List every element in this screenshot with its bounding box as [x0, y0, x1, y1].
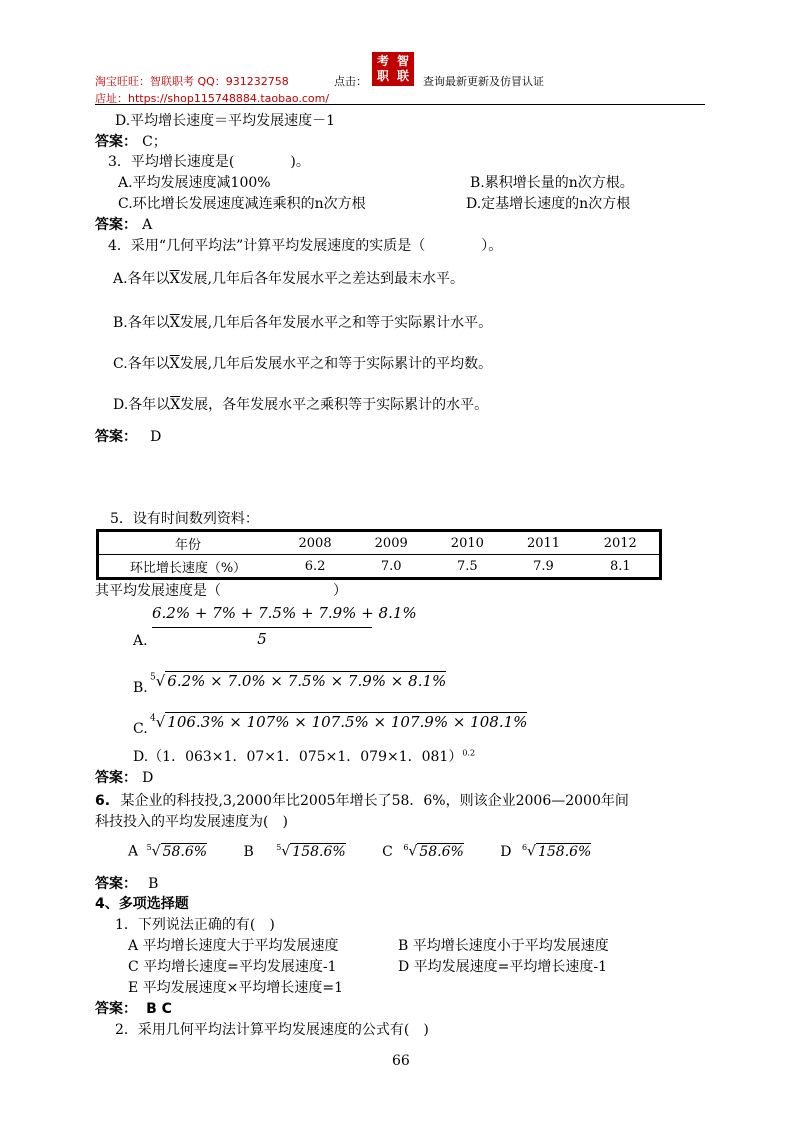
answer-label: 答案：	[95, 134, 137, 150]
q4-option-c	[113, 353, 492, 373]
q3-option-a: A.平均发展速度减100%	[118, 175, 271, 191]
radicand: 158.6%	[292, 843, 346, 860]
option-label: C	[382, 843, 393, 860]
option-label: B	[243, 843, 254, 860]
x-bar-symbol: $\overline{X}$	[170, 397, 181, 413]
table-cell: 8.1	[582, 555, 661, 579]
q5-option-a-label: A.	[133, 633, 148, 649]
logo-char: 联	[396, 69, 409, 83]
q4-option-d	[113, 394, 488, 414]
table-cell: 2009	[374, 535, 408, 551]
q5-option-c-formula	[150, 712, 527, 731]
mc-q1-answer	[95, 998, 172, 1018]
radicand: 58.6%	[419, 843, 464, 860]
table-cell: 7.0	[353, 555, 429, 579]
q3-stem: 3．平均增长速度是( )。	[108, 154, 310, 170]
root-index: 5	[276, 843, 282, 852]
fraction-bar	[152, 627, 372, 628]
q5-answer	[95, 767, 153, 787]
header-verify-link[interactable]: 查询最新更新及仿冒认证	[423, 75, 544, 88]
q3-option-d: D.定基增长速度的n次方根	[466, 196, 631, 212]
mc-q1-stem: 1．下列说法正确的有( )	[115, 917, 275, 933]
option-label: D	[500, 843, 512, 860]
option-text: 发展，各年发展水平之乘积等于实际累计的水平。	[180, 397, 489, 413]
exponent: 0.2	[462, 748, 476, 758]
q5-option-d	[133, 746, 475, 766]
table-cell: 2010	[450, 535, 484, 551]
option-prefix: C.各年以	[113, 356, 170, 372]
radicand: 158.6%	[537, 843, 592, 860]
page-number: 66	[392, 1053, 410, 1069]
q4-stem: 4．采用“几何平均法”计算平均发展速度的实质是（ ）。	[108, 238, 503, 254]
table-cell: 2011	[526, 535, 561, 551]
option-prefix: A.各年以	[113, 271, 170, 287]
root-index: 5	[150, 672, 156, 683]
x-bar-symbol: $\overline{X}$	[169, 356, 180, 372]
table-cell: 7.5	[429, 555, 505, 579]
answer-label: 答案：	[95, 876, 137, 892]
answer-label: 答案：	[95, 429, 137, 445]
table-cell: 2012	[603, 535, 637, 551]
header-divider	[95, 104, 705, 105]
q3-option-c: C.环比增长发展速度减连乘积的n次方根	[118, 196, 366, 212]
table-cell: 2008	[298, 535, 332, 551]
header-shop-contact: 淘宝旺旺：智联职考 QQ：931232758	[95, 75, 289, 88]
table-cell: 7.9	[505, 555, 581, 579]
radical-sign: √	[281, 843, 291, 860]
option-text: 发展,几年后各年发展水平之差达到最末水平。	[179, 271, 464, 287]
q4-option-b	[113, 312, 492, 332]
option-text: 发展,几年后各年发展水平之和等于实际累计水平。	[179, 315, 493, 331]
answer-label: 答案：	[95, 1001, 137, 1017]
answer-value: D	[142, 770, 154, 786]
zhilian-logo[interactable]	[372, 52, 414, 86]
root-index: 6	[521, 843, 528, 852]
table-row	[98, 555, 661, 579]
x-bar-symbol: $\overline{X}$	[169, 271, 180, 287]
radical-sign: √	[155, 713, 166, 731]
logo-char: 智	[396, 54, 409, 68]
answer-label: 答案：	[95, 770, 137, 786]
option-label: A	[128, 843, 139, 860]
answer-value: A	[142, 217, 153, 233]
option-text: D.（1．063×1．07×1．075×1．079×1．081）	[133, 749, 463, 765]
q5-option-a-numerator: 6.2% + 7% + 7.5% + 7.9% + 8.1%	[152, 604, 417, 622]
q3-answer	[95, 214, 152, 234]
answer-value: B C	[146, 1001, 172, 1017]
q3-option-b: B.累积增长量的n次方根。	[470, 175, 634, 191]
answer-value: B	[148, 876, 159, 892]
radical-sign: √	[151, 843, 161, 860]
q6-stem-line1	[95, 790, 629, 810]
header-shop-url[interactable]: 店址：https://shop115748884.taobao.com/	[95, 92, 330, 105]
radicand: 6.2% × 7.0% × 7.5% × 7.9% × 8.1%	[167, 672, 447, 690]
question-number: 6.	[95, 793, 111, 809]
answer-label: 答案：	[95, 217, 137, 233]
mc-q1-option-c: C 平均增长速度=平均发展速度-1	[128, 959, 337, 975]
q6-options	[128, 843, 591, 860]
mc-q1-option-b: B 平均增长速度小于平均发展速度	[398, 938, 609, 954]
option-prefix: B.各年以	[113, 315, 170, 331]
section-title-multiple-choice: 4、多项选择题	[95, 896, 189, 912]
q5-question: 其平均发展速度是（ ）	[95, 583, 347, 599]
table-cell: 环比增长速度（%）	[98, 555, 278, 579]
radicand: 106.3% × 107% × 107.5% × 107.9% × 108.1%	[167, 713, 528, 731]
answer-value: D	[150, 429, 162, 445]
q5-option-a-denominator: 5	[257, 630, 267, 648]
q6-stem-line2: 科技投入的平均发展速度为( )	[95, 814, 288, 830]
root-index: 5	[146, 843, 152, 852]
q5-option-b-formula	[150, 671, 446, 690]
radicand: 58.6%	[162, 843, 208, 860]
mc-q2-stem: 2．采用几何平均法计算平均发展速度的公式有( )	[115, 1022, 429, 1038]
logo-char: 考	[376, 54, 389, 68]
q2-option-d: D.平均增长速度＝平均发展速度－1	[115, 113, 336, 129]
q4-answer	[95, 426, 161, 446]
header-click-label: 点击：	[334, 75, 367, 88]
radical-sign: √	[527, 843, 536, 860]
mc-q1-option-d: D 平均发展速度=平均增长速度-1	[398, 959, 608, 975]
growth-rate-table	[96, 529, 662, 580]
table-cell: 6.2	[277, 555, 353, 579]
q5-option-c-label: C.	[133, 721, 148, 737]
radical-sign: √	[155, 672, 166, 690]
q4-option-a	[113, 268, 464, 288]
q5-option-b-label: B.	[133, 680, 148, 696]
table-cell: 年份	[174, 537, 201, 553]
q6-answer	[95, 873, 158, 893]
option-text: 发展,几年后发展水平之和等于实际累计的平均数。	[179, 356, 493, 372]
answer-value: C；	[142, 134, 167, 150]
mc-q1-option-e: E 平均发展速度×平均增长速度=1	[128, 980, 344, 996]
mc-q1-option-a: A 平均增长速度大于平均发展速度	[128, 938, 339, 954]
q5-stem: 5．设有时间数列资料：	[110, 511, 259, 527]
option-prefix: D.各年以	[113, 397, 171, 413]
x-bar-symbol: $\overline{X}$	[169, 315, 180, 331]
root-index: 6	[403, 843, 409, 852]
question-text: 某企业的科技投,3,2000年比2005年增长了58．6%，则该企业2006—2000年间	[120, 793, 629, 809]
radical-sign: √	[408, 843, 418, 860]
root-index: 4	[150, 713, 156, 724]
logo-char: 职	[376, 69, 389, 83]
q2-answer	[95, 131, 167, 151]
table-header-row	[98, 531, 661, 555]
